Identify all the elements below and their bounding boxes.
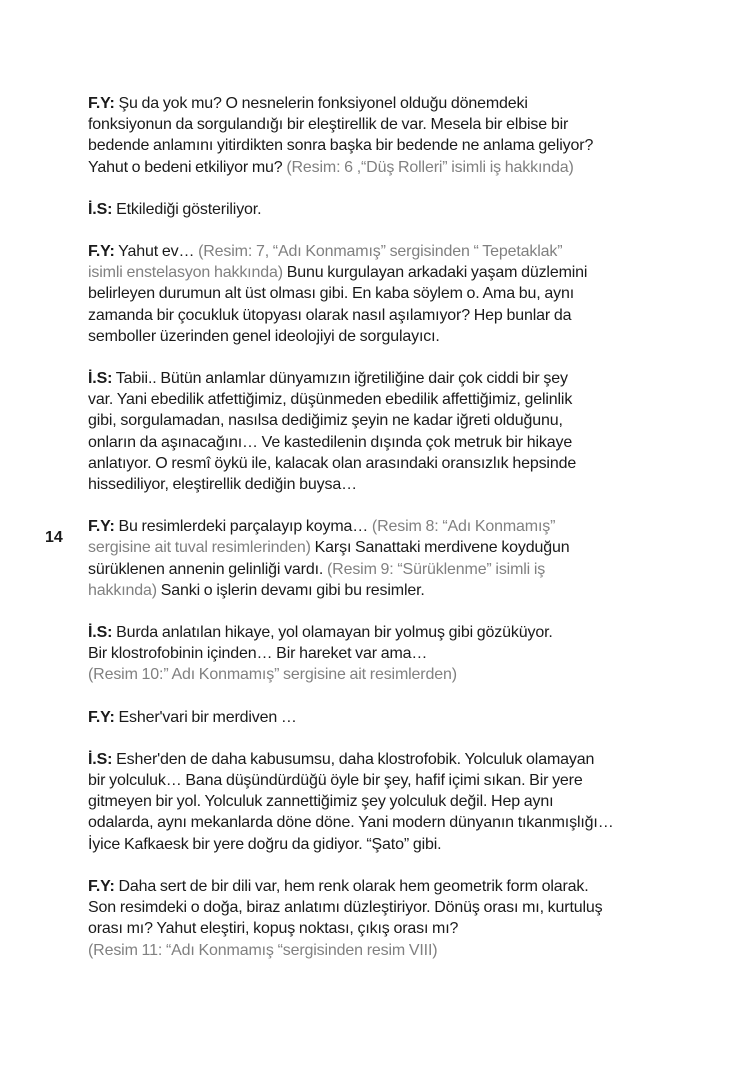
body-text: bir yolculuk… Bana düşündürdüğü öyle bir şey, hafif içimi sıkan. Bir yere: [88, 772, 583, 790]
body-text: Burda anlatılan hikaye, yol olamayan bir yolmuş gibi gözüküyor.: [112, 624, 553, 642]
speaker-label: F.Y:: [88, 243, 115, 261]
body-text: İyice Kafkaesk bir yere doğru da gidiyor. “Şato” gibi.: [88, 835, 442, 853]
body-text: semboller üzerinden genel ideolojiyi de sorgulayıcı.: [88, 327, 440, 345]
dialogue-paragraph: [88, 516, 688, 601]
body-text: Bir klostrofobinin içinden… Bir hareket var ama…: [88, 645, 428, 663]
text-line: [88, 453, 688, 474]
body-text: gitmeyen bir yol. Yolculuk zannettiğimiz şey yolculuk değil. Hep aynı: [88, 793, 554, 811]
image-caption-ref: sergisine ait tuval resimlerinden): [88, 539, 311, 557]
text-line: [88, 283, 688, 304]
text-line: [88, 114, 688, 135]
text-line: [88, 897, 688, 918]
body-text: odalarda, aynı mekanlarda döne döne. Yani modern dünyanın tıkanmışlığı…: [88, 814, 614, 832]
text-line: [88, 410, 688, 431]
text-line: [88, 791, 688, 812]
text-line: [88, 812, 688, 833]
dialogue-paragraph: [88, 93, 688, 178]
text-line: [88, 241, 688, 262]
body-text: Sanki o işlerin devamı gibi bu resimler.: [156, 581, 425, 599]
text-line: [88, 157, 688, 178]
body-text: gibi, sorgulamadan, nasılsa dediğimiz şeyin ne kadar iğreti olduğunu,: [88, 412, 563, 430]
body-text: Etkilediği gösteriliyor.: [112, 200, 262, 218]
body-text: Tabii.. Bütün anlamlar dünyamızın iğretiliğine dair çok ciddi bir şey: [112, 370, 568, 388]
body-text: belirleyen durumun alt üst olması gibi. En kaba söylem o. Ama bu, aynı: [88, 285, 574, 303]
image-caption-ref: hakkında): [88, 581, 157, 599]
body-text: Bu resimlerdeki parçalayıp koyma…: [114, 518, 372, 536]
dialogue-paragraph: [88, 241, 688, 347]
speaker-label: F.Y:: [88, 95, 115, 112]
text-line: [88, 305, 688, 326]
body-text: Yahut o bedeni etkiliyor mu?: [88, 158, 287, 176]
speaker-label: F.Y:: [88, 877, 115, 895]
text-line: [88, 770, 688, 791]
text-line: [88, 749, 688, 770]
text-line: [88, 643, 688, 664]
text-line: [88, 135, 688, 156]
text-line: [88, 389, 688, 410]
body-text: onların da aşınacağını… Ve kastedilenin dışında çok metruk bir hikaye: [88, 433, 573, 451]
text-line: [88, 537, 688, 558]
text-line: [88, 707, 688, 728]
image-caption-ref: (Resim 9: “Sürüklenme” isimli iş: [326, 560, 546, 578]
dialogue-paragraph: [88, 876, 688, 961]
body-text: Bunu kurgulayan arkadaki yaşam düzlemini: [282, 264, 588, 282]
dialogue-paragraph: [88, 707, 688, 728]
speaker-label: F.Y:: [88, 708, 115, 726]
image-caption-ref: isimli enstelasyon hakkında): [88, 264, 283, 282]
text-line: [88, 93, 688, 114]
text-line: [88, 262, 688, 283]
text-line: [88, 622, 688, 643]
text-line: [88, 559, 688, 580]
image-caption-ref: (Resim 8: “Adı Konmamış”: [371, 518, 556, 536]
text-line: [88, 664, 688, 685]
text-line: [88, 199, 688, 220]
page-number: 14: [45, 529, 63, 546]
dialogue-paragraph: [88, 199, 688, 220]
image-caption-ref: (Resim: 6 ,“Düş Rolleri” isimli iş hakkında): [286, 158, 574, 176]
body-text: anlatıyor. O resmî öykü ile, kalacak olan arasındaki oransızlık hepsinde: [88, 454, 577, 472]
text-line: [88, 516, 688, 537]
speaker-label: İ.S:: [88, 200, 113, 218]
text-line: [88, 834, 688, 855]
speaker-label: İ.S:: [88, 624, 113, 642]
dialogue-paragraph: [88, 622, 688, 686]
interview-text: [88, 93, 688, 982]
text-line: [88, 876, 688, 897]
dialogue-paragraph: [88, 749, 688, 855]
text-line: [88, 580, 688, 601]
body-text: Şu da yok mu? O nesnelerin fonksiyonel olduğu dönemdeki: [114, 95, 528, 112]
speaker-label: İ.S:: [88, 370, 113, 388]
body-text: Yahut ev…: [114, 243, 199, 261]
image-caption-ref: (Resim 10:” Adı Konmamış” sergisine ait resimlerden): [88, 666, 457, 684]
body-text: var. Yani ebedilik atfettiğimiz, düşünmeden ebedilik affettiğimiz, gelinlik: [88, 391, 573, 409]
text-line: [88, 918, 688, 939]
body-text: fonksiyonun da sorgulandığı bir eleştirellik de var. Mesela bir elbise bir: [88, 116, 569, 134]
body-text: Karşı Sanattaki merdivene koyduğun: [310, 539, 570, 557]
body-text: sürüklenen annenin gelinliği vardı.: [88, 560, 327, 578]
text-line: [88, 432, 688, 453]
text-line: [88, 474, 688, 495]
body-text: bedende anlamını yitirdikten sonra başka bir bedende ne anlama geliyor?: [88, 137, 594, 155]
body-text: hissediliyor, eleştirellik dediğin buysa…: [88, 476, 357, 494]
image-caption-ref: (Resim 11: “Adı Konmamış “sergisinden resim VIII): [88, 941, 438, 959]
text-line: [88, 940, 688, 961]
speaker-label: F.Y:: [88, 518, 115, 536]
body-text: Daha sert de bir dili var, hem renk olarak hem geometrik form olarak.: [114, 877, 589, 895]
image-caption-ref: (Resim: 7, “Adı Konmamış” sergisinden “ Tepetaklak”: [198, 243, 563, 261]
body-text: Esher'den de daha kabusumsu, daha klostrofobik. Yolculuk olamayan: [112, 750, 595, 768]
text-line: [88, 368, 688, 389]
body-text: zamanda bir çocukluk ütopyası olarak nasıl aşılamıyor? Hep bunlar da: [88, 306, 572, 324]
body-text: orası mı? Yahut eleştiri, kopuş noktası, çıkış orası mı?: [88, 920, 459, 938]
body-text: Son resimdeki o doğa, biraz anlatımı düzleştiriyor. Dönüş orası mı, kurtuluş: [88, 899, 603, 917]
body-text: Esher'vari bir merdiven …: [114, 708, 297, 726]
dialogue-paragraph: [88, 368, 688, 495]
speaker-label: İ.S:: [88, 750, 113, 768]
text-line: [88, 326, 688, 347]
